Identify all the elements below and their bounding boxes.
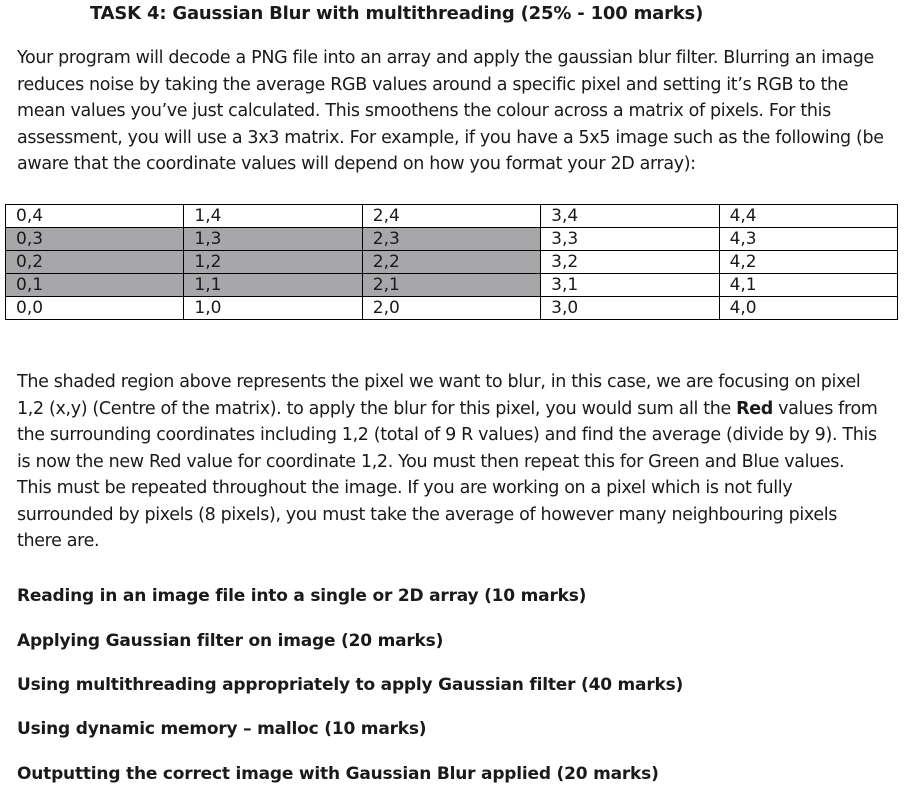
grid-cell: 2,0 bbox=[362, 297, 540, 320]
grid-cell-shaded: 0,3 bbox=[6, 228, 184, 251]
table-row bbox=[6, 251, 898, 274]
explanation-text: values from bbox=[772, 398, 878, 419]
grid-cell-shaded: 2,2 bbox=[362, 251, 540, 274]
grid-cell: 0,4 bbox=[6, 205, 184, 228]
grid-cell: 4,1 bbox=[719, 274, 897, 297]
grid-cell-shaded: 2,1 bbox=[362, 274, 540, 297]
grid-cell: 4,3 bbox=[719, 228, 897, 251]
grid-cell: 1,4 bbox=[184, 205, 362, 228]
grid-cell-shaded: 0,1 bbox=[6, 274, 184, 297]
intro-line: aware that the coordinate values will depend on how you format your 2D array): bbox=[17, 154, 696, 174]
grid-cell-shaded: 2,3 bbox=[362, 228, 540, 251]
grid-cell: 3,3 bbox=[541, 228, 719, 251]
grid-cell-shaded: 1,3 bbox=[184, 228, 362, 251]
intro-line: reduces noise by taking the average RGB values around a specific pixel and setting it’s RGB to the bbox=[17, 74, 849, 95]
grid-cell: 0,0 bbox=[6, 297, 184, 320]
explanation-paragraph bbox=[17, 369, 903, 555]
table-row bbox=[6, 228, 898, 251]
intro-paragraph bbox=[17, 45, 903, 178]
explanation-line: is now the new Red value for coordinate 1,2. You must then repeat this for Green and Blue values. bbox=[17, 451, 845, 472]
grid-cell: 4,4 bbox=[719, 205, 897, 228]
explanation-line: the surrounding coordinates including 1,2 (total of 9 R values) and find the average (divide by 9). This bbox=[17, 425, 877, 445]
table-row bbox=[6, 274, 898, 297]
criterion-gaussian-filter: Applying Gaussian filter on image (20 marks) bbox=[17, 631, 444, 651]
grid-cell: 4,2 bbox=[719, 251, 897, 274]
explanation-line: surrounded by pixels (8 pixels), you must take the average of however many neighbouring pixels bbox=[17, 504, 838, 525]
explanation-line: This must be repeated throughout the image. If you are working on a pixel which is not fully bbox=[17, 478, 793, 498]
table-row bbox=[6, 205, 898, 228]
explanation-text: 1,2 (x,y) (Centre of the matrix). to apply the blur for this pixel, you would sum all the bbox=[17, 398, 737, 419]
criterion-multithreading: Using multithreading appropriately to apply Gaussian filter (40 marks) bbox=[17, 675, 684, 695]
intro-line: mean values you’ve just calculated. This smoothens the colour across a matrix of pixels. For this bbox=[17, 101, 831, 121]
grid-cell-shaded: 1,1 bbox=[184, 274, 362, 297]
criterion-output-image: Outputting the correct image with Gaussian Blur applied (20 marks) bbox=[17, 764, 659, 784]
grid-cell: 3,0 bbox=[541, 297, 719, 320]
explanation-line bbox=[17, 396, 903, 423]
intro-line: Your program will decode a PNG file into an array and apply the gaussian blur filter. Blurring an image bbox=[17, 48, 874, 68]
red-emphasis: Red bbox=[736, 398, 773, 419]
criterion-dynamic-memory: Using dynamic memory – malloc (10 marks) bbox=[17, 719, 427, 739]
grid-cell: 3,2 bbox=[541, 251, 719, 274]
intro-line: assessment, you will use a 3x3 matrix. For example, if you have a 5x5 image such as the following (be bbox=[17, 127, 884, 148]
table-row bbox=[6, 297, 898, 320]
grid-cell: 3,1 bbox=[541, 274, 719, 297]
grid-cell: 3,4 bbox=[541, 205, 719, 228]
criterion-reading-image: Reading in an image file into a single or 2D array (10 marks) bbox=[17, 586, 587, 606]
grid-cell: 1,0 bbox=[184, 297, 362, 320]
grid-cell: 4,0 bbox=[719, 297, 897, 320]
explanation-line: there are. bbox=[17, 531, 100, 551]
task-title: TASK 4: Gaussian Blur with multithreading (25% - 100 marks) bbox=[90, 3, 704, 24]
grid-cell-shaded: 1,2 bbox=[184, 251, 362, 274]
explanation-line: The shaded region above represents the pixel we want to blur, in this case, we are focusing on pixel bbox=[17, 372, 861, 392]
grid-cell: 2,4 bbox=[362, 205, 540, 228]
pixel-grid-table bbox=[5, 204, 898, 320]
grid-cell-shaded: 0,2 bbox=[6, 251, 184, 274]
